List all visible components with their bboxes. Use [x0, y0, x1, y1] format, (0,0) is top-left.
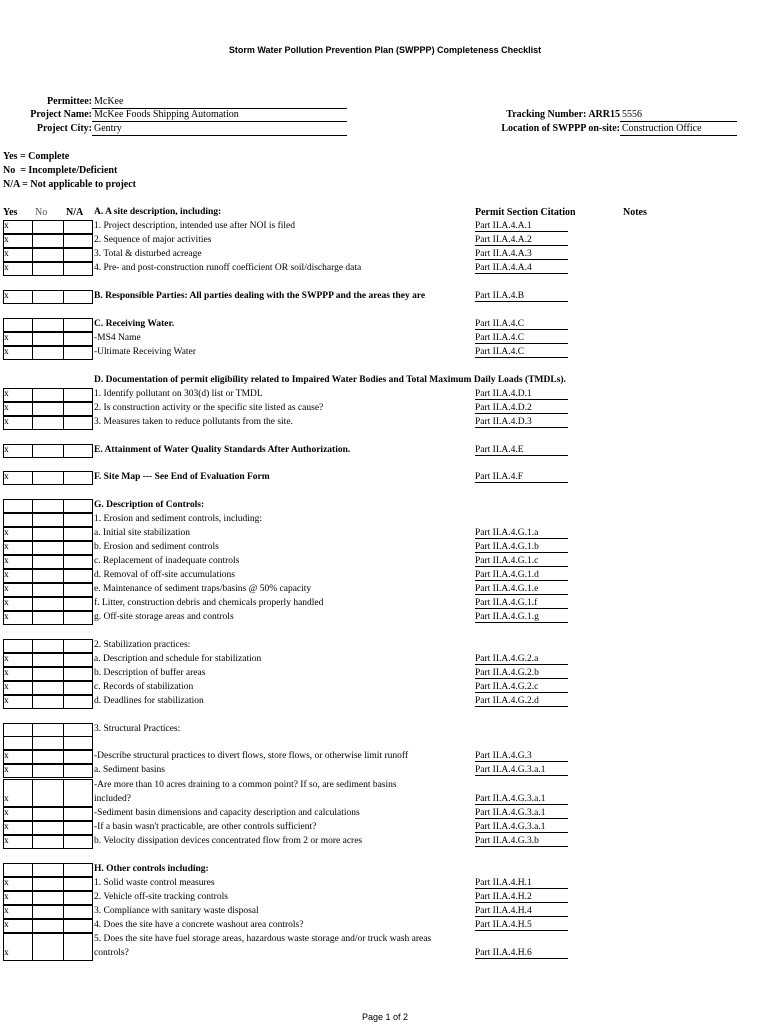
item-text: -Ultimate Receiving Water	[94, 347, 196, 357]
yes-cell[interactable]	[3, 499, 33, 513]
citation: Part II.A.4.D.1	[475, 389, 568, 400]
item-text: b. Description of buffer areas	[94, 668, 206, 678]
no-cell[interactable]	[32, 835, 64, 849]
col-yes-header: Yes	[3, 207, 18, 218]
col-citation-header: Permit Section Citation	[475, 207, 576, 218]
item-text: 3. Measures taken to reduce pollutants from the site.	[94, 417, 293, 427]
item-text: 2. Stabilization practices:	[94, 640, 191, 650]
check-mark: x	[4, 836, 9, 846]
no-cell[interactable]	[32, 527, 64, 541]
citation: Part II.A.4.C	[475, 347, 568, 358]
no-cell[interactable]	[32, 388, 64, 402]
item-text: c. Replacement of inadequate controls	[94, 556, 240, 566]
no-cell[interactable]	[32, 639, 64, 653]
yes-cell[interactable]	[3, 513, 33, 527]
check-mark: x	[4, 765, 9, 775]
no-cell[interactable]	[32, 667, 64, 681]
no-cell[interactable]	[32, 318, 64, 332]
na-cell[interactable]	[63, 653, 93, 667]
no-cell[interactable]	[32, 877, 64, 891]
check-mark: x	[4, 584, 9, 594]
item-text: 3. Structural Practices:	[94, 724, 181, 734]
legend-yes: Yes = Complete	[3, 151, 70, 162]
citation: Part II.A.4.H.6	[475, 948, 568, 959]
item-text: 3. Compliance with sanitary waste disposal	[94, 906, 259, 916]
na-cell[interactable]	[63, 611, 93, 625]
check-mark: x	[4, 794, 9, 804]
location-label: Location of SWPPP on-site:	[501, 123, 620, 134]
check-mark: x	[4, 556, 9, 566]
na-cell[interactable]	[63, 220, 93, 234]
no-cell[interactable]	[32, 779, 64, 807]
no-cell[interactable]	[32, 695, 64, 709]
item-text: g. Off-site storage areas and controls	[94, 612, 234, 622]
item-text: 2. Sequence of major activities	[94, 235, 212, 245]
citation: Part II.A.4.H.1	[475, 878, 568, 889]
na-cell[interactable]	[63, 821, 93, 835]
check-mark: x	[4, 249, 9, 259]
item-text: D. Documentation of permit eligibility related to Impaired Water Bodies and Total Maximum Daily Loads (TMDLs).	[94, 375, 566, 385]
no-cell[interactable]	[32, 821, 64, 835]
no-cell[interactable]	[32, 499, 64, 513]
check-mark: x	[4, 948, 9, 958]
item-text: B. Responsible Parties: All parties dealing with the SWPPP and the areas they are	[94, 291, 426, 301]
item-text: F. Site Map --- See End of Evaluation Form	[94, 472, 270, 482]
item-text: -MS4 Name	[94, 333, 141, 343]
citation: Part II.A.4.C	[475, 333, 568, 344]
na-cell[interactable]	[63, 905, 93, 919]
no-cell[interactable]	[32, 444, 64, 458]
na-cell[interactable]	[63, 416, 93, 430]
na-cell[interactable]	[63, 513, 93, 527]
check-mark: x	[4, 333, 9, 343]
citation: Part II.A.4.G.3.a.1	[475, 808, 568, 819]
no-cell[interactable]	[32, 723, 64, 737]
no-cell[interactable]	[32, 569, 64, 583]
na-cell[interactable]	[63, 318, 93, 332]
no-cell[interactable]	[32, 262, 64, 276]
citation: Part II.A.4.G.1.a	[475, 528, 568, 539]
check-mark: x	[4, 472, 9, 482]
col-na-header: N/A	[66, 207, 84, 218]
project-name-value: McKee Foods Shipping Automation	[92, 109, 347, 122]
page-footer: Page 1 of 2	[361, 1012, 409, 1022]
no-cell[interactable]	[32, 416, 64, 430]
citation: Part II.A.4.G.3.a.1	[475, 794, 568, 805]
no-cell[interactable]	[32, 611, 64, 625]
no-cell[interactable]	[32, 248, 64, 262]
item-text: 1. Identify pollutant on 303(d) list or TMDL	[94, 389, 263, 399]
item-text: d. Deadlines for stabilization	[94, 696, 204, 706]
no-cell[interactable]	[32, 597, 64, 611]
na-cell[interactable]	[63, 891, 93, 905]
item-text: d. Removal of off-site accumulations	[94, 570, 235, 580]
item-text: -Are more than 10 acres draining to a common point? If so, are sediment basins	[94, 780, 397, 790]
citation: Part II.A.4.H.5	[475, 920, 568, 931]
citation: Part II.A.4.A.4	[475, 263, 568, 274]
na-cell[interactable]	[63, 332, 93, 346]
col-no-header: No	[35, 207, 48, 218]
check-mark: x	[4, 892, 9, 902]
na-cell[interactable]	[63, 527, 93, 541]
citation: Part II.A.4.G.1.d	[475, 570, 568, 581]
na-cell[interactable]	[63, 736, 93, 750]
check-mark: x	[4, 263, 9, 273]
permittee-label: Permittee:	[47, 96, 92, 107]
no-cell[interactable]	[32, 891, 64, 905]
citation: Part II.A.4.G.2.a	[475, 654, 568, 665]
na-cell[interactable]	[63, 388, 93, 402]
check-mark: x	[4, 906, 9, 916]
item-text: c. Records of stabilization	[94, 682, 194, 692]
citation: Part II.A.4.E	[475, 445, 568, 456]
item-text: f. Litter, construction debris and chemicals properly handled	[94, 598, 324, 608]
na-cell[interactable]	[63, 919, 93, 933]
check-mark: x	[4, 654, 9, 664]
no-cell[interactable]	[32, 653, 64, 667]
yes-cell[interactable]	[3, 639, 33, 653]
item-text-continued: controls?	[94, 948, 129, 958]
item-text: G. Description of Controls:	[94, 500, 205, 510]
no-cell[interactable]	[32, 863, 64, 877]
yes-cell[interactable]	[3, 863, 33, 877]
no-cell[interactable]	[32, 513, 64, 527]
na-cell[interactable]	[63, 863, 93, 877]
no-cell[interactable]	[32, 471, 64, 485]
citation: Part II.A.4.D.3	[475, 417, 568, 428]
no-cell[interactable]	[32, 332, 64, 346]
yes-cell[interactable]	[3, 318, 33, 332]
na-cell[interactable]	[63, 471, 93, 485]
legend-na: N/A = Not applicable to project	[3, 179, 137, 190]
item-text: C. Receiving Water.	[94, 319, 175, 329]
citation: Part II.A.4.F	[475, 472, 568, 483]
check-mark: x	[4, 612, 9, 622]
na-cell[interactable]	[63, 764, 93, 778]
citation: Part II.A.4.A.1	[475, 221, 568, 232]
na-cell[interactable]	[63, 877, 93, 891]
item-text: -Describe structural practices to divert flows, store flows, or otherwise limit runoff	[94, 751, 409, 761]
no-cell[interactable]	[32, 736, 64, 750]
no-cell[interactable]	[32, 681, 64, 695]
check-mark: x	[4, 598, 9, 608]
no-cell[interactable]	[32, 346, 64, 360]
no-cell[interactable]	[32, 807, 64, 821]
check-mark: x	[4, 403, 9, 413]
na-cell[interactable]	[63, 597, 93, 611]
project-city-value: Gentry	[92, 123, 347, 136]
na-cell[interactable]	[63, 402, 93, 416]
check-mark: x	[4, 221, 9, 231]
project-city-label: Project City:	[36, 123, 92, 134]
item-text: e. Maintenance of sediment traps/basins @ 50% capacity	[94, 584, 312, 594]
check-mark: x	[4, 751, 9, 761]
na-cell[interactable]	[63, 779, 93, 807]
item-text: -If a basin wasn't practicable, are other controls sufficient?	[94, 822, 317, 832]
na-cell[interactable]	[63, 555, 93, 569]
na-cell[interactable]	[63, 695, 93, 709]
na-cell[interactable]	[63, 248, 93, 262]
permittee-value: McKee	[92, 96, 347, 109]
item-text: a. Sediment basins	[94, 765, 165, 775]
na-cell[interactable]	[63, 541, 93, 555]
no-cell[interactable]	[32, 290, 64, 304]
item-text-continued: included?	[94, 794, 131, 804]
no-cell[interactable]	[32, 919, 64, 933]
location-value: Construction Office	[620, 123, 737, 136]
na-cell[interactable]	[63, 290, 93, 304]
no-cell[interactable]	[32, 905, 64, 919]
check-mark: x	[4, 542, 9, 552]
na-cell[interactable]	[63, 639, 93, 653]
na-cell[interactable]	[63, 667, 93, 681]
citation: Part II.A.4.G.2.d	[475, 696, 568, 707]
citation: Part II.A.4.G.1.f	[475, 598, 568, 609]
citation: Part II.A.4.G.3.a.1	[475, 822, 568, 833]
item-text: 2. Vehicle off-site tracking controls	[94, 892, 228, 902]
na-cell[interactable]	[63, 723, 93, 737]
citation: Part II.A.4.G.2.c	[475, 682, 568, 693]
na-cell[interactable]	[63, 750, 93, 764]
citation: Part II.A.4.G.1.c	[475, 556, 568, 567]
item-text: b. Erosion and sediment controls	[94, 542, 219, 552]
citation: Part II.A.4.G.1.b	[475, 542, 568, 553]
item-text: -Sediment basin dimensions and capacity description and calculations	[94, 808, 360, 818]
legend-no: No = Incomplete/Deficient	[3, 165, 118, 176]
no-cell[interactable]	[32, 541, 64, 555]
item-text: 1. Project description, intended use after NOI is filed	[94, 221, 296, 231]
check-mark: x	[4, 417, 9, 427]
item-text: 5. Does the site have fuel storage areas, hazardous waste storage and/or truck wash areas	[94, 934, 432, 944]
check-mark: x	[4, 668, 9, 678]
yes-cell[interactable]	[3, 723, 33, 737]
check-mark: x	[4, 878, 9, 888]
no-cell[interactable]	[32, 234, 64, 248]
citation: Part II.A.4.B	[475, 291, 568, 302]
citation: Part II.A.4.H.2	[475, 892, 568, 903]
check-mark: x	[4, 235, 9, 245]
item-text: 1. Solid waste control measures	[94, 878, 215, 888]
no-cell[interactable]	[32, 933, 64, 961]
na-cell[interactable]	[63, 807, 93, 821]
na-cell[interactable]	[63, 234, 93, 248]
na-cell[interactable]	[63, 569, 93, 583]
check-mark: x	[4, 445, 9, 455]
item-text: a. Description and schedule for stabilization	[94, 654, 262, 664]
citation: Part II.A.4.G.1.e	[475, 584, 568, 595]
check-mark: x	[4, 389, 9, 399]
citation: Part II.A.4.H.4	[475, 906, 568, 917]
check-mark: x	[4, 682, 9, 692]
page-title: Storm Water Pollution Prevention Plan (SWPPP) Completeness Checklist	[228, 45, 542, 55]
na-cell[interactable]	[63, 835, 93, 849]
na-cell[interactable]	[63, 681, 93, 695]
check-mark: x	[4, 696, 9, 706]
na-cell[interactable]	[63, 499, 93, 513]
citation: Part II.A.4.G.3	[475, 751, 568, 762]
item-text: H. Other controls including:	[94, 864, 209, 874]
no-cell[interactable]	[32, 583, 64, 597]
no-cell[interactable]	[32, 220, 64, 234]
citation: Part II.A.4.G.3.b	[475, 836, 568, 847]
item-text: 2. Is construction activity or the specific site listed as cause?	[94, 403, 324, 413]
citation: Part II.A.4.G.2.b	[475, 668, 568, 679]
citation: Part II.A.4.G.3.a.1	[475, 765, 568, 776]
col-notes-header: Notes	[623, 207, 647, 218]
item-text: b. Velocity dissipation devices concentrated flow from 2 or more acres	[94, 836, 363, 846]
no-cell[interactable]	[32, 402, 64, 416]
citation: Part II.A.4.A.2	[475, 235, 568, 246]
no-cell[interactable]	[32, 764, 64, 778]
check-mark: x	[4, 347, 9, 357]
no-cell[interactable]	[32, 750, 64, 764]
citation: Part II.A.4.A.3	[475, 249, 568, 260]
item-text: a. Initial site stabilization	[94, 528, 191, 538]
item-text: 4. Pre- and post-construction runoff coefficient OR soil/discharge data	[94, 263, 362, 273]
na-cell[interactable]	[63, 583, 93, 597]
na-cell[interactable]	[63, 346, 93, 360]
item-text: A. A site description, including:	[94, 207, 222, 217]
citation: Part II.A.4.G.1.g	[475, 612, 568, 623]
no-cell[interactable]	[32, 555, 64, 569]
check-mark: x	[4, 822, 9, 832]
item-text: 4. Does the site have a concrete washout area controls?	[94, 920, 304, 930]
check-mark: x	[4, 570, 9, 580]
citation: Part II.A.4.D.2	[475, 403, 568, 414]
check-mark: x	[4, 528, 9, 538]
check-mark: x	[4, 808, 9, 818]
tracking-label: Tracking Number: ARR15	[506, 109, 620, 120]
check-mark: x	[4, 291, 9, 301]
check-mark: x	[4, 920, 9, 930]
item-text: E. Attainment of Water Quality Standards After Authorization.	[94, 445, 351, 455]
na-cell[interactable]	[63, 262, 93, 276]
tracking-value: 5556	[620, 109, 737, 122]
na-cell[interactable]	[63, 444, 93, 458]
item-text: 3. Total & disturbed acreage	[94, 249, 202, 259]
na-cell[interactable]	[63, 933, 93, 961]
project-name-label: Project Name:	[30, 109, 92, 120]
citation: Part II.A.4.C	[475, 319, 568, 330]
yes-cell[interactable]	[3, 736, 33, 750]
item-text: 1. Erosion and sediment controls, including:	[94, 514, 263, 524]
